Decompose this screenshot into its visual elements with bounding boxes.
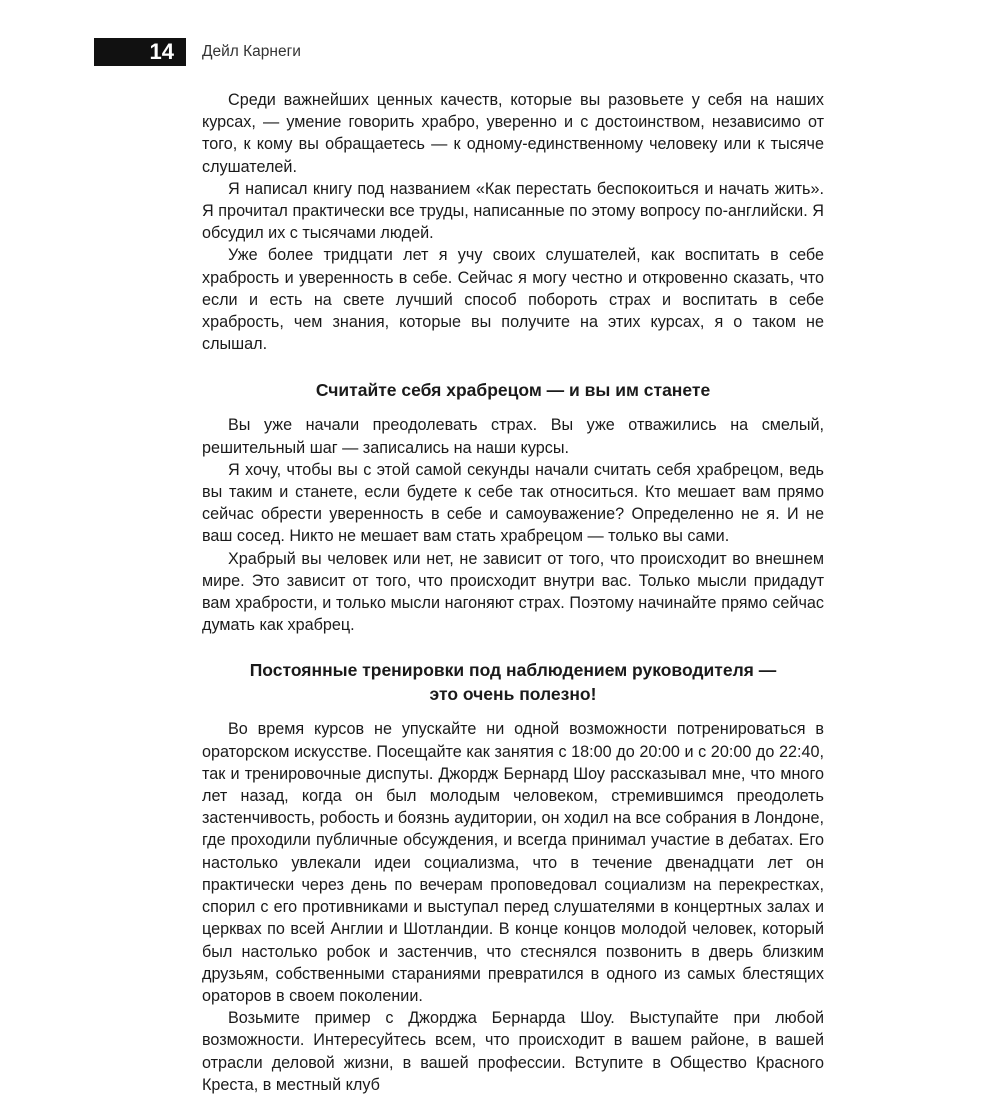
paragraph: Среди важнейших ценных качеств, которые вы разовьете у себя на наших курсах, — умение говорить храбро, уверенно и с достоинством, независимо от того, к кому вы обращаетесь — к одному-единственному человеку или к тысяче слушателей. xyxy=(202,91,824,176)
running-head-author: Дейл Карнеги xyxy=(202,43,301,60)
paragraph: Храбрый вы человек или нет, не зависит от того, что происходит во внешнем мире. Это зависит от того, что происходит внутри вас. Только мысли придадут вам храбрости, и только мысли нагоняют страх. Поэтому начинайте прямо сейчас думать как храбрец. xyxy=(202,549,824,635)
page-body xyxy=(202,89,824,1096)
section-heading xyxy=(202,658,824,706)
paragraph: Я хочу, чтобы вы с этой самой секунды начали считать себя храбрецом, ведь вы таким и станете, если будете к себе так относиться. Кто мешает вам прямо сейчас обрести уверенность в себе и самоуважение? Определенно не я. И не ваш сосед. Никто не мешает вам стать храбрецом — только вы сами. xyxy=(202,460,824,546)
paragraph: Уже более тридцати лет я учу своих слушателей, как воспитать в себе храбрость и уверенность в себе. Сейчас я могу честно и откровенно сказать, что если и есть на свете лучший способ побороть страх и воспитать в себе храбрость, чем знания, которые вы получите на этих курсах, я о таком не слышал. xyxy=(202,246,824,354)
page-number: 14 xyxy=(94,38,186,66)
section-heading-line-1: Постоянные тренировки под наблюдением руководителя — xyxy=(249,660,777,681)
page-header xyxy=(0,38,1000,66)
section-heading-line-2: это очень полезно! xyxy=(429,684,597,705)
paragraph: Вы уже начали преодолевать страх. Вы уже отважились на смелый, решительный шаг — записались на наши курсы. xyxy=(202,416,824,457)
section-heading: Считайте себя храбрецом — и вы им станете xyxy=(315,380,711,401)
paragraph: Возьмите пример с Джорджа Бернарда Шоу. Выступайте при любой возможности. Интересуйтесь всем, что происходит в вашем районе, в вашей отрасли деловой жизни, в вашей профессии. Вступите в Общество Красного Креста, в местный клуб xyxy=(202,1009,824,1094)
paragraph: Я написал книгу под названием «Как перестать беспокоиться и начать жить». Я прочитал практически все труды, написанные по этому вопросу по-английски. Я обсудил их с тысячами людей. xyxy=(202,179,824,243)
paragraph: Во время курсов не упускайте ни одной возможности потренироваться в ораторском искусстве. Посещайте как занятия с 18:00 до 20:00 и с 20:00 до 22:40, так и тренировочные диспуты. Джордж Бернард Шоу рассказывал мне, что много лет назад, когда он был молодым человеком, стремившимся преодолеть застенчивость, робость и боязнь аудитории, он ходил на все собрания в Лондоне, где проходили публичные обсуждения, и всегда принимал участие в дебатах. Его настолько увлекали идеи социализма, что в течение двенадцати лет он практически через день по вечерам проповедовал социализм на перекрестках, спорил с его противниками и выступал перед слушателями в концертных залах и церквах по всей Англии и Шотландии. В конце концов молодой человек, который был настолько робок и застенчив, что стеснялся позвонить в дверь близким друзьям, собственными стараниями превратился в одного из самых блестящих ораторов в своем поколении. xyxy=(202,720,824,1005)
